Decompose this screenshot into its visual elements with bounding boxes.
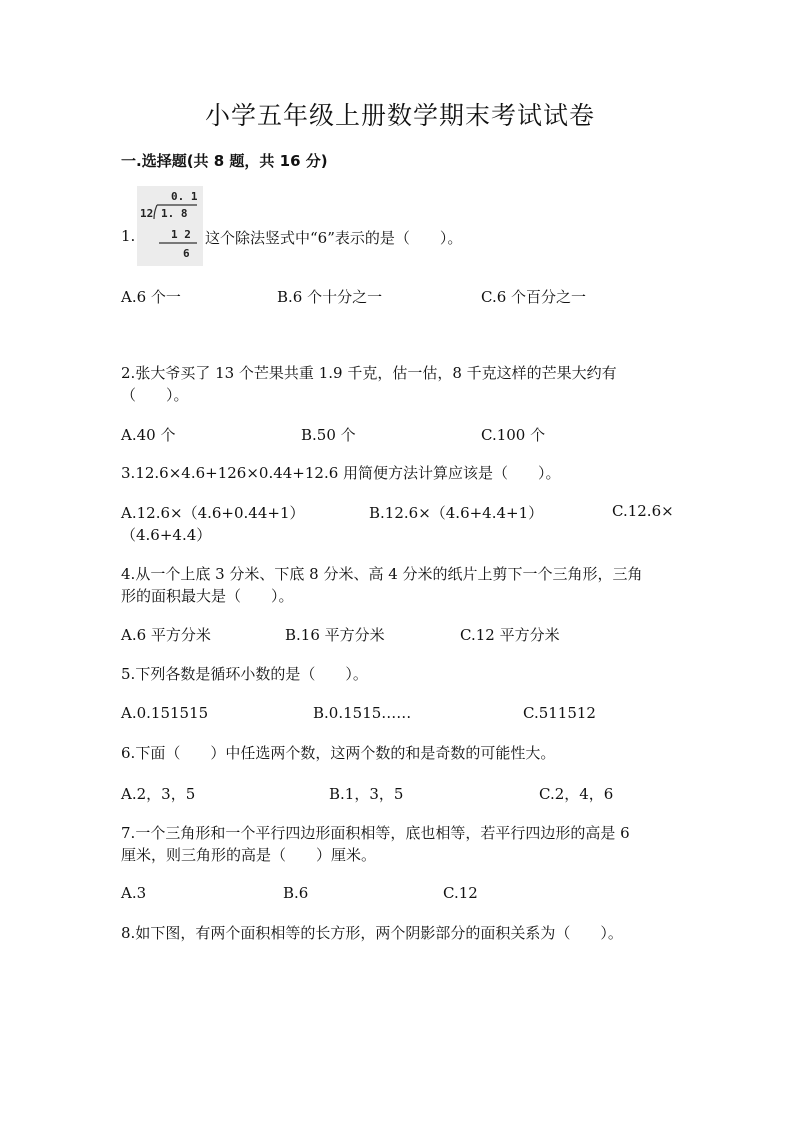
- question-7-option-b: B.6: [283, 884, 309, 902]
- question-2-text: [121, 362, 617, 383]
- question-3-option-b: B.12.6×（4.6+4.4+1）: [369, 504, 544, 522]
- question-7-number: 7.: [121, 824, 136, 842]
- question-3-option-c-continued: （4.6+4.4）: [121, 526, 212, 544]
- page-title: 小学五年级上册数学期末考试试卷: [204, 101, 595, 130]
- question-4-text: [121, 563, 643, 584]
- question-1-option-c: C.6 个百分之一: [481, 288, 587, 306]
- question-4-line-2: 形的面积最大是（ ）。: [121, 587, 294, 605]
- division-quotient: 0. 1: [171, 190, 198, 203]
- question-3-number: 3.: [121, 464, 136, 482]
- question-3-option-c: C.12.6×: [612, 502, 674, 520]
- question-6-option-b: B.1，3，5: [329, 785, 404, 803]
- question-7-option-a: A.3: [121, 884, 147, 902]
- question-8-number: 8.: [121, 924, 136, 942]
- question-5-number: 5.: [121, 665, 136, 683]
- question-6-line-1: 下面（ ）中任选两个数，这两个数的和是奇数的可能性大。: [135, 744, 556, 762]
- question-3-option-a: A.12.6×（4.6+0.44+1）: [121, 504, 305, 522]
- division-figure: [137, 186, 203, 266]
- question-2-number: 2.: [121, 364, 136, 382]
- division-dividend: 1. 8: [161, 207, 188, 220]
- question-5-line-1: 下列各数是循环小数的是（ ）。: [135, 665, 368, 683]
- question-4-option-b: B.16 平方分米: [285, 626, 385, 644]
- question-5-option-a: A.0.151515: [121, 704, 209, 722]
- question-5-text: [121, 663, 368, 684]
- question-1-option-b: B.6 个十分之一: [277, 288, 383, 306]
- question-2-line-2: （ ）。: [121, 386, 189, 404]
- question-7-line-2: 厘米，则三角形的高是（ ）厘米。: [121, 846, 377, 864]
- question-2-option-a: A.40 个: [121, 426, 176, 444]
- question-3-text: [121, 462, 561, 483]
- question-6-option-c: C.2，4，6: [539, 785, 614, 803]
- question-7-text: [121, 822, 630, 843]
- question-6-text: [121, 742, 555, 763]
- question-2-line-1: 张大爷买了 13 个芒果共重 1.9 千克，估一估，8 千克这样的芒果大约有: [135, 364, 617, 382]
- question-7-line-1: 一个三角形和一个平行四边形面积相等，底也相等，若平行四边形的高是 6: [135, 824, 630, 842]
- division-product: 1 2: [171, 228, 191, 241]
- question-5-option-b: B.0.1515……: [313, 704, 412, 722]
- question-5-option-c: C.511512: [523, 704, 596, 722]
- question-7-option-c: C.12: [443, 884, 478, 902]
- question-4-number: 4.: [121, 565, 136, 583]
- question-8-text: [121, 922, 623, 943]
- division-divisor: 12: [140, 207, 154, 220]
- question-1-number: 1.: [121, 227, 136, 245]
- question-6-option-a: A.2，3，5: [121, 785, 196, 803]
- question-4-line-1: 从一个上底 3 分米、下底 8 分米、高 4 分米的纸片上剪下一个三角形，三角: [135, 565, 643, 583]
- question-2-option-c: C.100 个: [481, 426, 546, 444]
- question-8-line-1: 如下图，有两个面积相等的长方形，两个阴影部分的面积关系为（ ）。: [135, 924, 623, 942]
- question-4-option-a: A.6 平方分米: [121, 626, 211, 644]
- question-3-line-1: 12.6×4.6+126×0.44+12.6 用简便方法计算应该是（ ）。: [135, 464, 561, 482]
- question-6-number: 6.: [121, 744, 136, 762]
- question-1-text: 这个除法竖式中“6”表示的是（ ）。: [205, 229, 463, 247]
- division-remainder: 6: [183, 247, 190, 260]
- question-4-option-c: C.12 平方分米: [460, 626, 560, 644]
- question-1-option-a: A.6 个一: [121, 288, 181, 306]
- question-2-option-b: B.50 个: [301, 426, 356, 444]
- section-heading: 一.选择题(共 8 题，共 16 分): [121, 152, 328, 170]
